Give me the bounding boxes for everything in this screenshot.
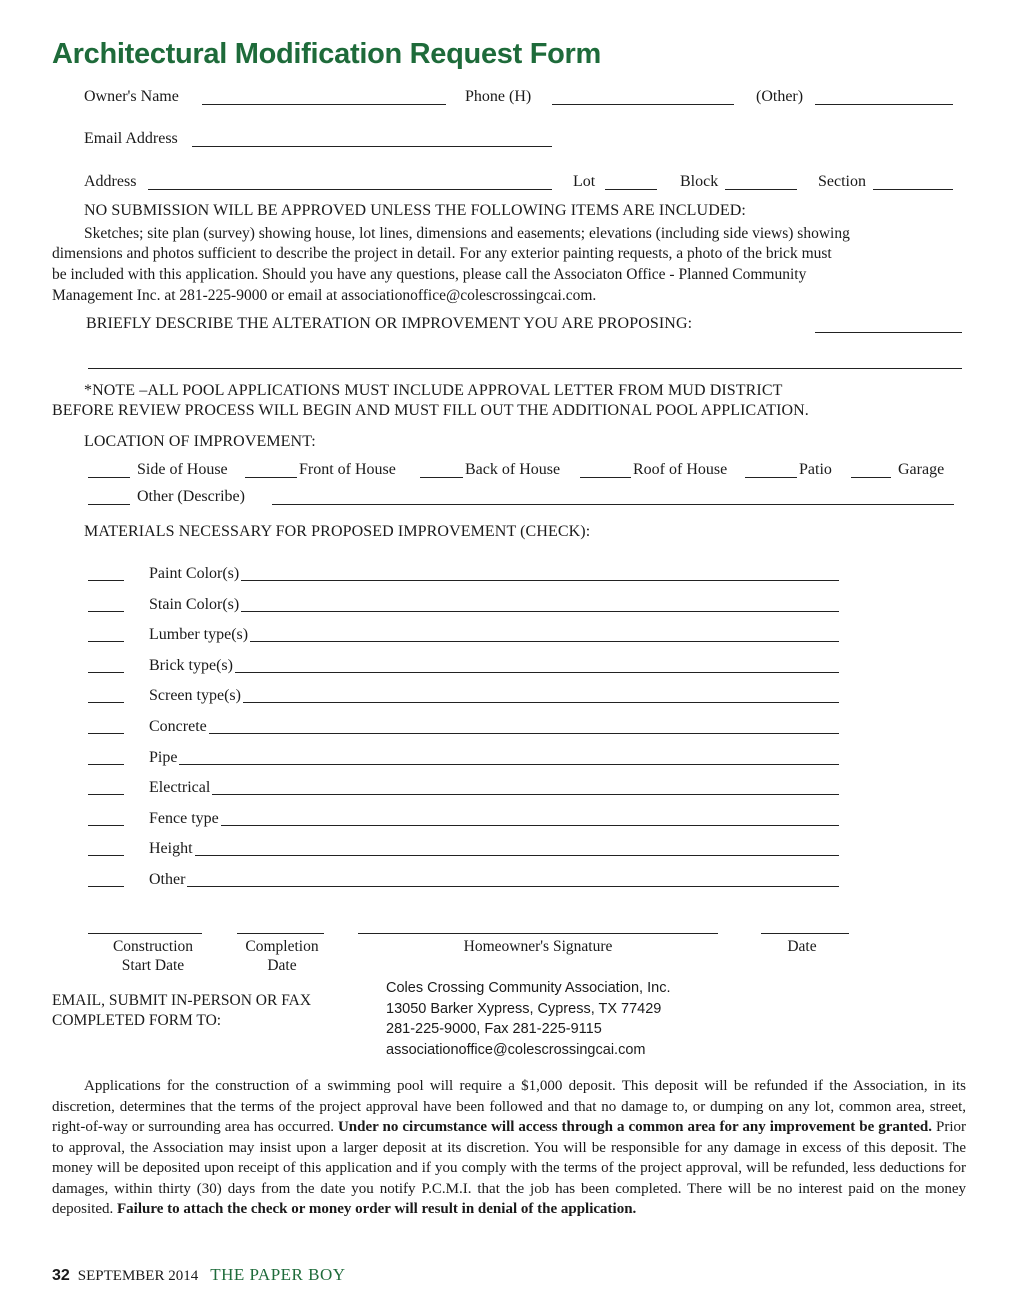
material-label: Stain Color(s) [149,596,240,613]
owner-name-field[interactable] [202,104,446,105]
back-of-house-checkbox[interactable] [420,477,463,478]
material-field[interactable] [149,702,839,703]
roof-of-house-checkbox[interactable] [580,477,631,478]
material-checkbox[interactable] [88,733,124,734]
material-label: Concrete [149,718,207,735]
location-heading: LOCATION OF IMPROVEMENT: [84,433,316,450]
page-number: 32 [52,1267,70,1284]
date-label: Date [787,938,817,955]
association-contact [386,978,670,1060]
pool-note-line-1: *NOTE –ALL POOL APPLICATIONS MUST INCLUDE APPROVAL LETTER FROM MUD DISTRICT [84,382,783,399]
construction-start-date-label: Construction Start Date [112,938,194,974]
submit-label-line-2: COMPLETED FORM TO: [52,1012,222,1029]
homeowner-signature-field[interactable] [358,933,718,934]
front-of-house-label: Front of House [299,461,396,478]
material-label: Height [149,840,193,857]
describe-field-1[interactable] [815,332,962,333]
lot-field[interactable] [605,189,657,190]
block-field[interactable] [725,189,797,190]
describe-field-2[interactable] [88,368,962,369]
association-name: Coles Crossing Community Association, Inc. [386,980,671,996]
material-field[interactable] [149,580,839,581]
material-checkbox[interactable] [88,886,124,887]
issue-date: SEPTEMBER 2014 [77,1268,199,1284]
material-field[interactable] [149,825,839,826]
patio-checkbox[interactable] [745,477,797,478]
material-checkbox[interactable] [88,672,124,673]
materials-heading: MATERIALS NECESSARY FOR PROPOSED IMPROVEMENT (CHECK): [84,523,591,540]
other-location-label: Other (Describe) [137,488,245,505]
material-checkbox[interactable] [88,641,124,642]
material-checkbox[interactable] [88,580,124,581]
submission-heading: NO SUBMISSION WILL BE APPROVED UNLESS THE FOLLOWING ITEMS ARE INCLUDED: [84,202,746,219]
address-field[interactable] [148,189,552,190]
form-title: Architectural Modification Request Form [52,38,602,70]
material-checkbox[interactable] [88,855,124,856]
material-checkbox[interactable] [88,794,124,795]
email-field[interactable] [192,146,552,147]
address-label: Address [84,173,137,190]
homeowner-signature-label: Homeowner's Signature [463,938,613,955]
phone-field[interactable] [552,104,734,105]
material-field[interactable] [149,733,839,734]
material-field[interactable] [149,641,839,642]
material-checkbox[interactable] [88,702,124,703]
material-field[interactable] [149,794,839,795]
other-phone-label: (Other) [756,88,804,105]
completion-date-field[interactable] [237,933,324,934]
material-label: Electrical [149,779,211,796]
material-field[interactable] [149,855,839,856]
describe-label: BRIEFLY DESCRIBE THE ALTERATION OR IMPROVEMENT YOU ARE PROPOSING: [86,315,693,332]
other-location-checkbox[interactable] [88,504,130,505]
material-label: Fence type [149,810,219,827]
garage-label: Garage [898,461,945,478]
material-field[interactable] [149,764,839,765]
side-of-house-label: Side of House [137,461,228,478]
submission-line-1: Sketches; site plan (survey) showing house, lot lines, dimensions and easements; elevations (including side views) showing [84,225,850,242]
material-checkbox[interactable] [88,764,124,765]
patio-label: Patio [799,461,832,478]
section-field[interactable] [873,189,953,190]
side-of-house-checkbox[interactable] [88,477,130,478]
lot-label: Lot [573,173,596,190]
construction-start-date-field[interactable] [88,933,202,934]
submission-line-2: dimensions and photos sufficient to describe the project in detail. For any exterior painting requests, a photo of the brick must [52,245,832,262]
material-checkbox[interactable] [88,825,124,826]
magazine-name: THE PAPER BOY [210,1265,346,1284]
association-address: 13050 Barker Xypress, Cypress, TX 77429 [386,1000,662,1017]
material-field[interactable] [149,611,839,612]
block-label: Block [680,173,719,190]
submit-label-line-1: EMAIL, SUBMIT IN-PERSON OR FAX [52,992,312,1009]
phone-label: Phone (H) [465,88,532,105]
date-field[interactable] [761,933,849,934]
material-label: Pipe [149,749,178,766]
completion-date-label: Completion Date [245,938,319,974]
association-email[interactable]: associationoffice@colescrossingcai.com [386,1041,646,1058]
association-phone: 281-225-9000, Fax 281-225-9115 [386,1021,602,1037]
back-of-house-label: Back of House [465,461,561,478]
material-field[interactable] [149,672,839,673]
roof-of-house-label: Roof of House [633,461,728,478]
material-label: Screen type(s) [149,687,241,704]
submission-line-4: Management Inc. at 281-225-9000 or email at associationoffice@colescrossingcai.com. [52,287,597,304]
material-label: Lumber type(s) [149,626,249,643]
material-checkbox[interactable] [88,611,124,612]
deposit-paragraph: Applications for the construction of a swimming pool will require a $1,000 deposit. This deposit will be refunded if the Association, in its discretion, determines that the terms of the project approval have been followed and that no damage to, or dumping on any lot, common area, street, right-of-way or surrounding area has occurred. Under no circumstance will access through a common area for any improvement be granted. Prior to approval, the Association may insist upon a larger deposit at its discretion. You will be responsible for any damage in excess of this deposit. The money will be deposited upon receipt of this application and if you comply with the terms of the project approval, will be refunded, less deductions for damages, within thirty (30) days from the date you notify P.C.M.I. that the job has been completed. There will be no interest paid on the money deposited. Failure to attach the check or money order will result in denial of the application. [52,1078,966,1217]
other-phone-field[interactable] [815,104,953,105]
material-label: Paint Color(s) [149,565,240,582]
page-footer [52,1265,346,1285]
front-of-house-checkbox[interactable] [245,477,297,478]
submission-line-3: be included with this application. Should you have any questions, please call the Associaton Office - Planned Community [52,266,807,283]
garage-checkbox[interactable] [851,477,891,478]
material-label: Brick type(s) [149,657,233,674]
section-label: Section [818,173,866,190]
email-label: Email Address [84,130,178,147]
owner-name-label: Owner's Name [84,88,179,105]
material-label: Other [149,871,186,888]
pool-note-line-2: BEFORE REVIEW PROCESS WILL BEGIN AND MUST FILL OUT THE ADDITIONAL POOL APPLICATION. [52,402,809,419]
other-location-field[interactable] [272,504,954,505]
material-field[interactable] [149,886,839,887]
